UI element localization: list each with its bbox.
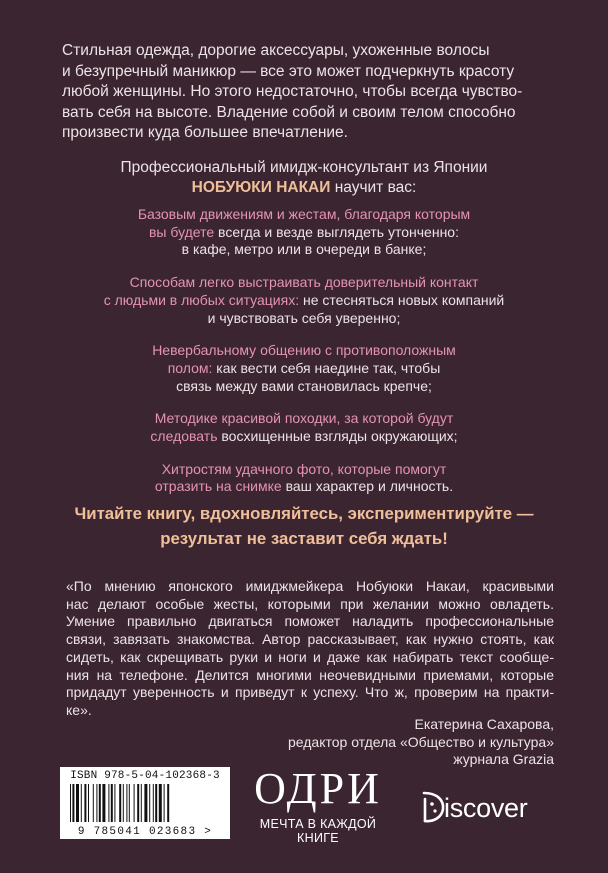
publisher-logo <box>244 764 392 845</box>
barcode-bar <box>153 784 154 822</box>
barcode-bar <box>76 784 79 822</box>
skill-item <box>80 461 528 496</box>
quote-attribution <box>234 716 554 769</box>
skill-item <box>80 206 528 259</box>
skill-item <box>80 410 528 445</box>
skill-text: восхищенные взгляды окружающих; <box>217 428 458 445</box>
skill-text: и чувствовать себя уверенно; <box>207 309 401 326</box>
barcode-bar <box>81 784 82 822</box>
attribution-line: редактор отдела «Общество и культура» <box>287 733 554 750</box>
quote-line: ке». <box>66 701 92 718</box>
author-name: НОБУЮКИ НАКАИ <box>191 179 331 196</box>
attribution-line: Екатерина Сахарова, <box>414 716 554 732</box>
barcode-bar <box>126 784 127 822</box>
barcode-bar <box>84 784 86 822</box>
intro-paragraph <box>62 41 550 144</box>
skill-highlight: Хитростям удачного фото, которые помогут <box>161 460 447 477</box>
barcode-bar <box>88 784 89 822</box>
tagline-line: МЕЧТА В КАЖДОЙ <box>259 817 377 831</box>
skills-list <box>80 206 528 511</box>
barcode-bar <box>70 784 71 822</box>
intro-line: и безупречный маникюр — все это может подчеркнуть красоту <box>62 62 515 80</box>
quote-line: Умение правильно двигаться поможет наладить профессиональные <box>66 613 554 630</box>
intro-line: вать себя на высоте. Владение собой и своим телом способно <box>62 103 516 121</box>
barcode-bar <box>149 784 150 822</box>
barcode <box>60 767 230 839</box>
barcode-bar <box>144 784 147 822</box>
tagline-line: КНИГЕ <box>297 831 339 845</box>
barcode-bar <box>119 784 121 822</box>
barcode-bar <box>134 784 135 822</box>
skill-highlight: следовать <box>150 428 218 445</box>
isbn-label: ISBN 978-5-04-102368-3 <box>70 770 220 782</box>
intro-line: любой женщины. Но этого недостаточно, чтобы всегда чувство- <box>62 83 523 100</box>
skill-highlight: Невербальному общению с противоположным <box>152 342 456 359</box>
skill-highlight: Базовым движениям и жестам, благодаря которым <box>137 206 471 222</box>
skill-highlight: Методике красивой походки, за которой будут <box>154 410 454 427</box>
skill-highlight: с людьми в любых ситуациях: <box>103 291 300 308</box>
intro-text <box>62 41 550 144</box>
barcode-bar <box>155 784 157 822</box>
barcode-bar <box>96 784 97 822</box>
review-quote <box>66 578 554 720</box>
barcode-bar <box>102 784 105 822</box>
barcode-bar <box>141 784 142 822</box>
barcode-bar <box>108 784 109 822</box>
imprint-logo <box>418 783 568 833</box>
skill-text: в кафе, метро или в очереди в банке; <box>181 241 427 258</box>
call-to-action <box>40 501 568 551</box>
quote-line: ния на телефоне. Делится многими неочевидными приемами, которые <box>66 666 554 683</box>
quote-line: связи, завязать знакомства. Автор рассказывает, как нужно стоять, как <box>66 631 554 648</box>
barcode-bar <box>93 784 94 822</box>
skill-text: всегда и везде выглядеть утонченно: <box>214 223 459 240</box>
barcode-bar <box>167 784 169 822</box>
barcode-bar <box>123 784 124 822</box>
barcode-bar <box>129 784 130 822</box>
barcode-bar <box>111 784 113 822</box>
imprint-name: iscover <box>444 793 528 823</box>
publisher-name: ОДРИ <box>254 764 382 813</box>
cta-line: результат не заставит себя ждать! <box>160 529 448 548</box>
skill-highlight: полом: <box>167 359 213 376</box>
intro-line: произвести куда большее впечатление. <box>62 124 348 141</box>
skill-text: ваш характер и личность. <box>281 478 454 495</box>
skill-text: связь между вами становилась крепче; <box>176 377 432 394</box>
quote-line: «По мнению японского имиджмейкера Нобуюки Накаи, красивыми <box>66 578 554 594</box>
skill-highlight: Способам легко выстраивать доверительный контакт <box>129 274 479 291</box>
barcode-bar <box>114 784 115 822</box>
barcode-bars <box>68 784 222 822</box>
skill-text: не стесняться новых компаний <box>299 291 505 308</box>
quote-line: сидеть, как скрещивать руки и ноги и даже как набирать текст сообще- <box>66 648 554 665</box>
consultant-line-rest: научит вас: <box>330 179 417 196</box>
barcode-bar <box>99 784 101 822</box>
quote-line: нас делают особые жесты, которыми при желании можно овладеть. <box>66 595 554 612</box>
barcode-bar <box>164 784 165 822</box>
discover-d-icon <box>420 789 446 825</box>
cta-line: Читайте книгу, вдохновляйтесь, экспериментируйте — <box>74 504 534 523</box>
consultant-block <box>40 158 568 198</box>
barcode-bar <box>137 784 139 822</box>
skill-text: как вести себя наедине так, чтобы <box>212 359 441 376</box>
skill-item <box>80 342 528 395</box>
barcode-digits: 9 785041 023683 > <box>77 826 213 838</box>
skill-item <box>80 274 528 327</box>
consultant-line: Профессиональный имидж-консультант из Японии <box>120 159 488 176</box>
intro-line: Стильная одежда, дорогие аксессуары, ухоженные волосы <box>62 42 490 59</box>
skill-highlight: отразить на снимке <box>154 478 282 495</box>
skill-highlight: вы будете <box>148 223 215 240</box>
barcode-bar <box>72 784 74 822</box>
quote-line: придадут уверенность и приведут к успеху. Что ж, проверим на практи- <box>66 684 554 701</box>
consultant-name-line <box>40 178 568 198</box>
publisher-tagline <box>244 817 392 845</box>
barcode-bar <box>159 784 162 822</box>
attribution-line: журнала Grazia <box>453 751 554 767</box>
